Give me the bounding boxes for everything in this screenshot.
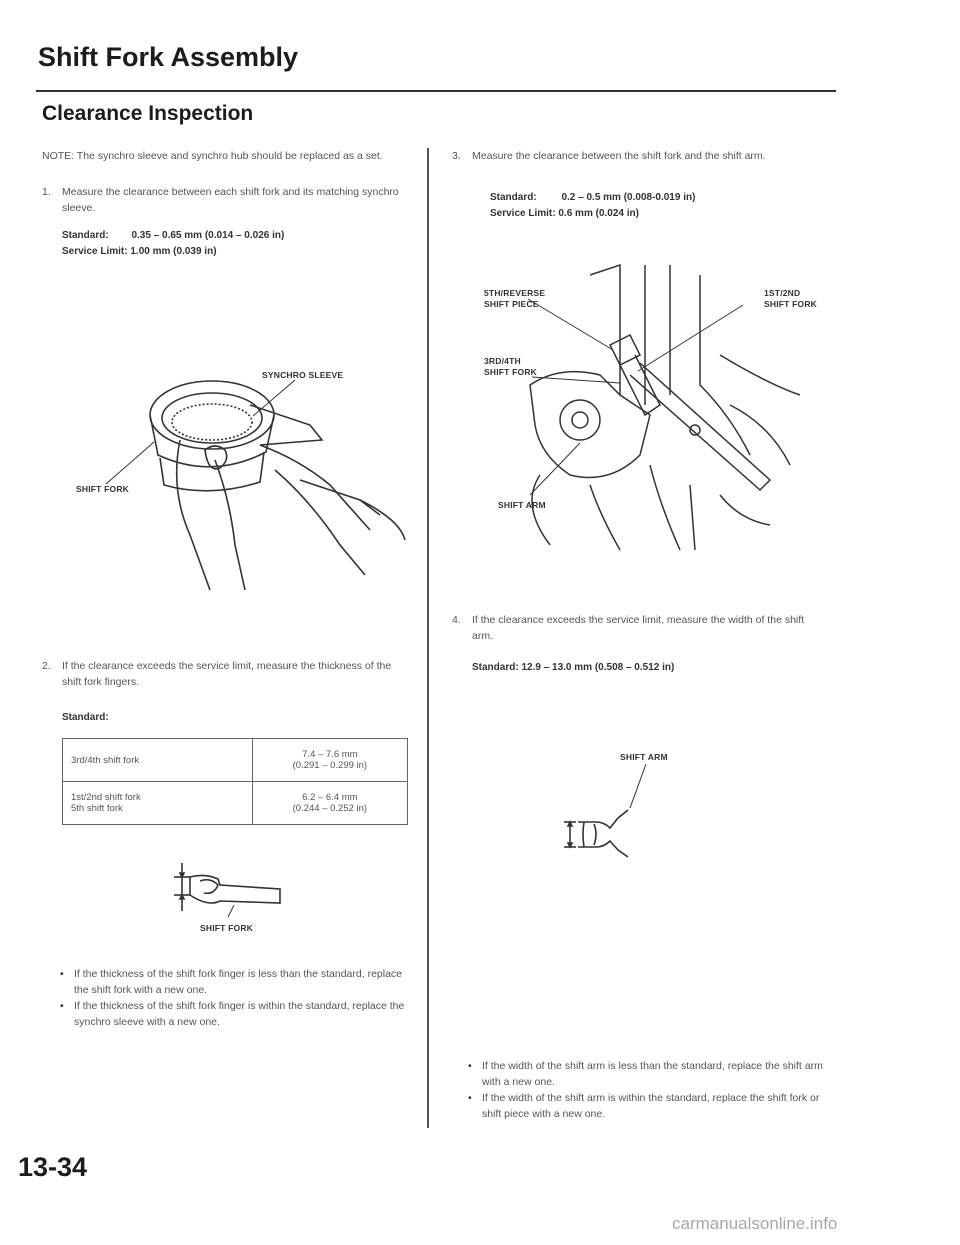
fifth-reverse-shift-piece-callout xyxy=(484,288,545,310)
synchro-sleeve-callout: SYNCHRO SLEEVE xyxy=(262,370,344,380)
callout-line: 3RD/4TH xyxy=(484,356,521,366)
standard-label: Standard: xyxy=(62,230,109,241)
third-fourth-shift-fork-callout xyxy=(484,356,537,378)
column-divider xyxy=(427,148,429,1128)
callout-line: SHIFT FORK xyxy=(484,367,537,377)
step-3 xyxy=(452,148,822,164)
step-1-text: Measure the clearance between each shift fork and its matching synchro sleeve. xyxy=(62,186,399,214)
callout-line: SHIFT FORK xyxy=(764,299,817,309)
standard-value: 0.2 – 0.5 mm (0.008-0.019 in) xyxy=(561,192,696,203)
standard-label: Standard: xyxy=(472,662,519,673)
callout-line: SHIFT PIECE xyxy=(484,299,539,309)
shift-fork-callout: SHIFT FORK xyxy=(76,484,129,494)
title-rule xyxy=(36,90,836,92)
page-number: 13-34 xyxy=(18,1152,88,1182)
step-1-standard xyxy=(62,230,284,241)
list-item: • If the thickness of the shift fork finger is less than the standard, replace the shift fork with a new one. xyxy=(58,966,408,998)
note-text: NOTE: The synchro sleeve and synchro hub should be replaced as a set. xyxy=(42,150,383,162)
step-2-number: 2. xyxy=(42,660,51,672)
standard-value: 12.9 – 13.0 mm (0.508 – 0.512 in) xyxy=(521,662,675,673)
step-1 xyxy=(42,184,408,216)
standard-value: 0.35 – 0.65 mm (0.014 – 0.026 in) xyxy=(131,230,285,241)
service-limit-label: Service Limit: xyxy=(490,208,556,219)
watermark: carmanualsonline.info xyxy=(672,1214,838,1233)
right-bullet-list xyxy=(466,1058,826,1122)
step-3-standard xyxy=(490,192,695,203)
first-second-shift-fork-callout xyxy=(764,288,817,310)
callout-line: 5TH/REVERSE xyxy=(484,288,546,298)
table-cell-text: (0.291 – 0.299 in) xyxy=(292,760,368,771)
service-limit-label: Service Limit: xyxy=(62,246,128,257)
table-cell-text: 3rd/4th shift fork xyxy=(71,754,140,766)
step-1-number: 1. xyxy=(42,186,51,198)
service-limit-value: 1.00 mm (0.039 in) xyxy=(130,246,217,257)
table-cell-text: 1st/2nd shift fork xyxy=(71,792,141,803)
table-cell-text: 6.2 – 6.4 mm xyxy=(302,792,358,803)
table-cell-text: (0.244 – 0.252 in) xyxy=(292,803,368,814)
table-row xyxy=(63,739,408,782)
list-item: • If the thickness of the shift fork finger is within the standard, replace the synchro sleeve with a new one. xyxy=(58,998,408,1030)
table-cell xyxy=(63,782,253,825)
standard-label: Standard: xyxy=(490,192,537,203)
step-2-standard-label: Standard: xyxy=(62,712,109,723)
section-title: Clearance Inspection xyxy=(42,102,254,125)
step-3-text: Measure the clearance between the shift fork and the shift arm. xyxy=(472,150,766,162)
step-4-text: If the clearance exceeds the service limit, measure the width of the shift arm. xyxy=(472,614,805,642)
left-bullet-list xyxy=(58,966,408,1030)
table-cell xyxy=(252,782,407,825)
list-item: • If the width of the shift arm is less than the standard, replace the shift arm with a new one. xyxy=(466,1058,826,1090)
step-1-service-limit xyxy=(62,246,217,257)
table-cell xyxy=(252,739,407,782)
callout-line: 1ST/2ND xyxy=(764,288,801,298)
step-2-text: If the clearance exceeds the service limit, measure the thickness of the shift fork fingers. xyxy=(62,660,392,688)
step-3-service-limit xyxy=(490,208,639,219)
shift-fork-leader-1 xyxy=(100,440,160,486)
table-cell-text: 5th shift fork xyxy=(71,803,123,814)
table-row xyxy=(63,782,408,825)
shift-arm-callout: SHIFT ARM xyxy=(498,500,546,510)
shift-arm-width-figure xyxy=(560,762,680,862)
synchro-sleeve-leader xyxy=(245,378,305,418)
table-cell-text: 7.4 – 7.6 mm xyxy=(302,749,358,760)
service-limit-value: 0.6 mm (0.024 in) xyxy=(558,208,639,219)
list-item: • If the width of the shift arm is within the standard, replace the shift fork or shift piece with a new one. xyxy=(466,1090,826,1122)
step-3-number: 3. xyxy=(452,150,461,162)
step-2 xyxy=(42,658,408,690)
step-4-number: 4. xyxy=(452,614,461,626)
step-4 xyxy=(452,612,822,644)
shift-arm-width-callout: SHIFT ARM xyxy=(620,752,668,762)
page-title: Shift Fork Assembly xyxy=(38,42,299,72)
step-4-standard xyxy=(472,662,674,673)
shift-fork-finger-callout: SHIFT FORK xyxy=(200,923,253,933)
table-cell xyxy=(63,739,253,782)
fork-thickness-table xyxy=(62,738,408,825)
